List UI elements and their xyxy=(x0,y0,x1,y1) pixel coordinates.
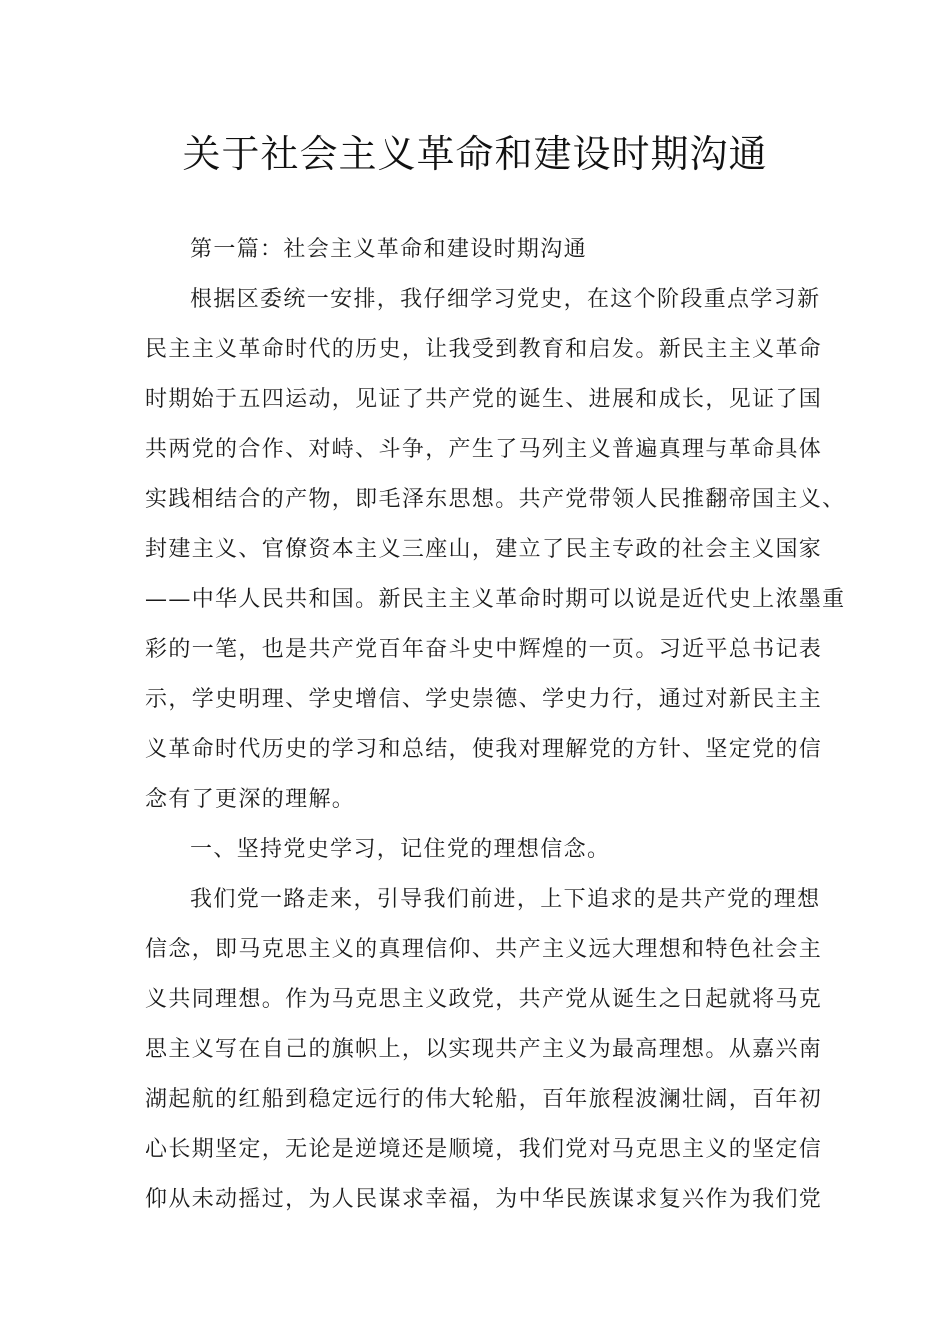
paragraph-line: ——中华人民共和国。新民主主义革命时期可以说是近代史上浓墨重 xyxy=(145,587,846,612)
paragraph-line: 信念，即马克思主义的真理信仰、共产主义远大理想和特色社会主 xyxy=(145,937,823,962)
paragraph-line: 仰从未动摇过，为人民谋求幸福，为中华民族谋求复兴作为我们党 xyxy=(145,1187,823,1212)
section-heading: 第一篇：社会主义革命和建设时期沟通 xyxy=(190,237,587,262)
paragraph-line: 心长期坚定，无论是逆境还是顺境，我们党对马克思主义的坚定信 xyxy=(145,1137,823,1162)
paragraph-line: 湖起航的红船到稳定远行的伟大轮船，百年旅程波澜壮阔，百年初 xyxy=(145,1087,823,1112)
paragraph-line: 我们党一路走来，引导我们前进，上下追求的是共产党的理想 xyxy=(190,887,821,912)
paragraph-line: 义革命时代历史的学习和总结，使我对理解党的方针、坚定党的信 xyxy=(145,737,823,762)
paragraph-line: 彩的一笔，也是共产党百年奋斗史中辉煌的一页。习近平总书记表 xyxy=(145,637,823,662)
paragraph-line: 实践相结合的产物，即毛泽东思想。共产党带领人民推翻帝国主义、 xyxy=(145,487,846,512)
paragraph-line: 时期始于五四运动，见证了共产党的诞生、进展和成长，见证了国 xyxy=(145,387,823,412)
paragraph-line: 义共同理想。作为马克思主义政党，共产党从诞生之日起就将马克 xyxy=(145,987,823,1012)
paragraph-line: 示，学史明理、学史增信、学史崇德、学史力行，通过对新民主主 xyxy=(145,687,823,712)
paragraph-line: 思主义写在自己的旗帜上，以实现共产主义为最高理想。从嘉兴南 xyxy=(145,1037,823,1062)
document-title: 关于社会主义革命和建设时期沟通 xyxy=(182,132,768,176)
paragraph-line: 封建主义、官僚资本主义三座山，建立了民主专政的社会主义国家 xyxy=(145,537,823,562)
paragraph-line: 念有了更深的理解。 xyxy=(145,787,356,812)
paragraph-line: 民主主义革命时代的历史，让我受到教育和启发。新民主主义革命 xyxy=(145,337,823,362)
paragraph-line: 根据区委统一安排，我仔细学习党史，在这个阶段重点学习新 xyxy=(190,287,821,312)
paragraph-line: 共两党的合作、对峙、斗争，产生了马列主义普遍真理与革命具体 xyxy=(145,437,823,462)
subsection-heading: 一、坚持党史学习，记住党的理想信念。 xyxy=(190,837,611,862)
